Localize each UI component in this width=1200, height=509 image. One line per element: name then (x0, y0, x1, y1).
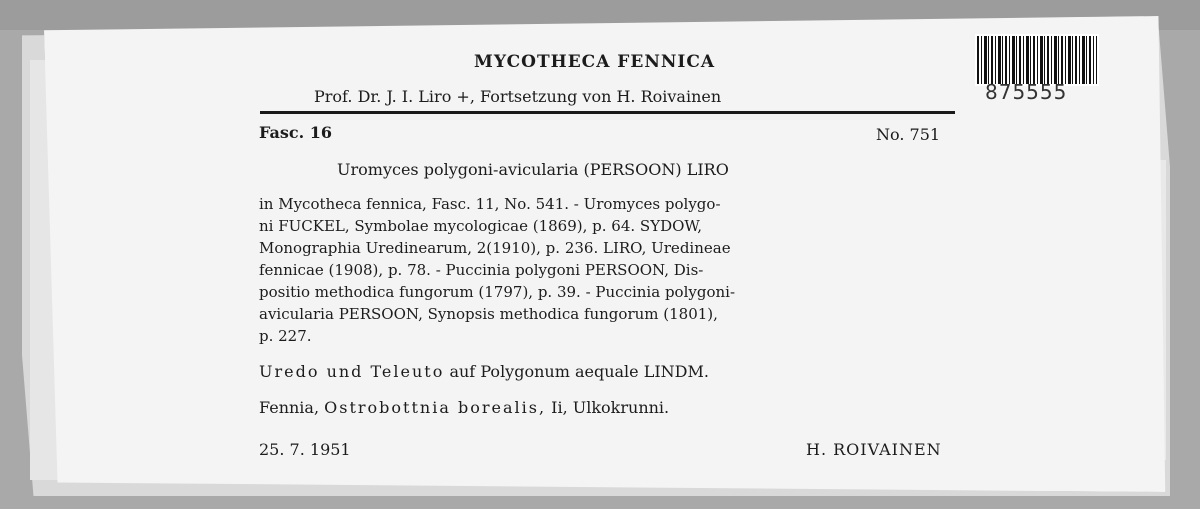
reference-line: Monographia Uredinearum, 2(1910), p. 236. LIRO, Uredineae (259, 239, 731, 257)
collector-name: H. ROIVAINEN (806, 440, 942, 459)
host-prefix: auf (449, 362, 476, 381)
reference-block (259, 193, 969, 347)
collection-date: 25. 7. 1951 (259, 440, 351, 459)
reference-line: positio methodica fungorum (1797), p. 39. - Puccinia polygoni- (259, 283, 736, 301)
reference-line: fennicae (1908), p. 78. - Puccinia polygoni PERSOON, Dis- (259, 261, 704, 279)
reference-line: in Mycotheca fennica, Fasc. 11, No. 541. - Uromyces polygo- (259, 195, 721, 213)
title-rule (260, 111, 955, 114)
locality-place: Ii, Ulkokrunni. (551, 398, 670, 417)
host-name: Polygonum aequale LINDM. (480, 362, 709, 381)
species-name: Uromyces polygoni-avicularia (PERSOON) LIRO (337, 160, 729, 179)
host-stage: Uredo und Teleuto (259, 362, 445, 381)
host-line (259, 362, 709, 381)
reference-line: p. 227. (259, 327, 312, 345)
locality-region: Fennia, (259, 398, 320, 417)
label-title: MYCOTHECA FENNICA (474, 52, 716, 72)
barcode-image (975, 34, 1099, 86)
locality-area: Ostrobottnia borealis, (324, 398, 547, 417)
barcode-number: 875555 (985, 80, 1068, 104)
reference-line: ni FUCKEL, Symbolae mycologicae (1869), p. 64. SYDOW, (259, 217, 702, 235)
label-subtitle: Prof. Dr. J. I. Liro +, Fortsetzung von H. Roivainen (314, 87, 722, 106)
specimen-number: No. 751 (876, 125, 941, 144)
locality-line (259, 398, 669, 417)
reference-line: avicularia PERSOON, Synopsis methodica fungorum (1801), (259, 305, 718, 323)
fascicle: Fasc. 16 (259, 123, 333, 142)
